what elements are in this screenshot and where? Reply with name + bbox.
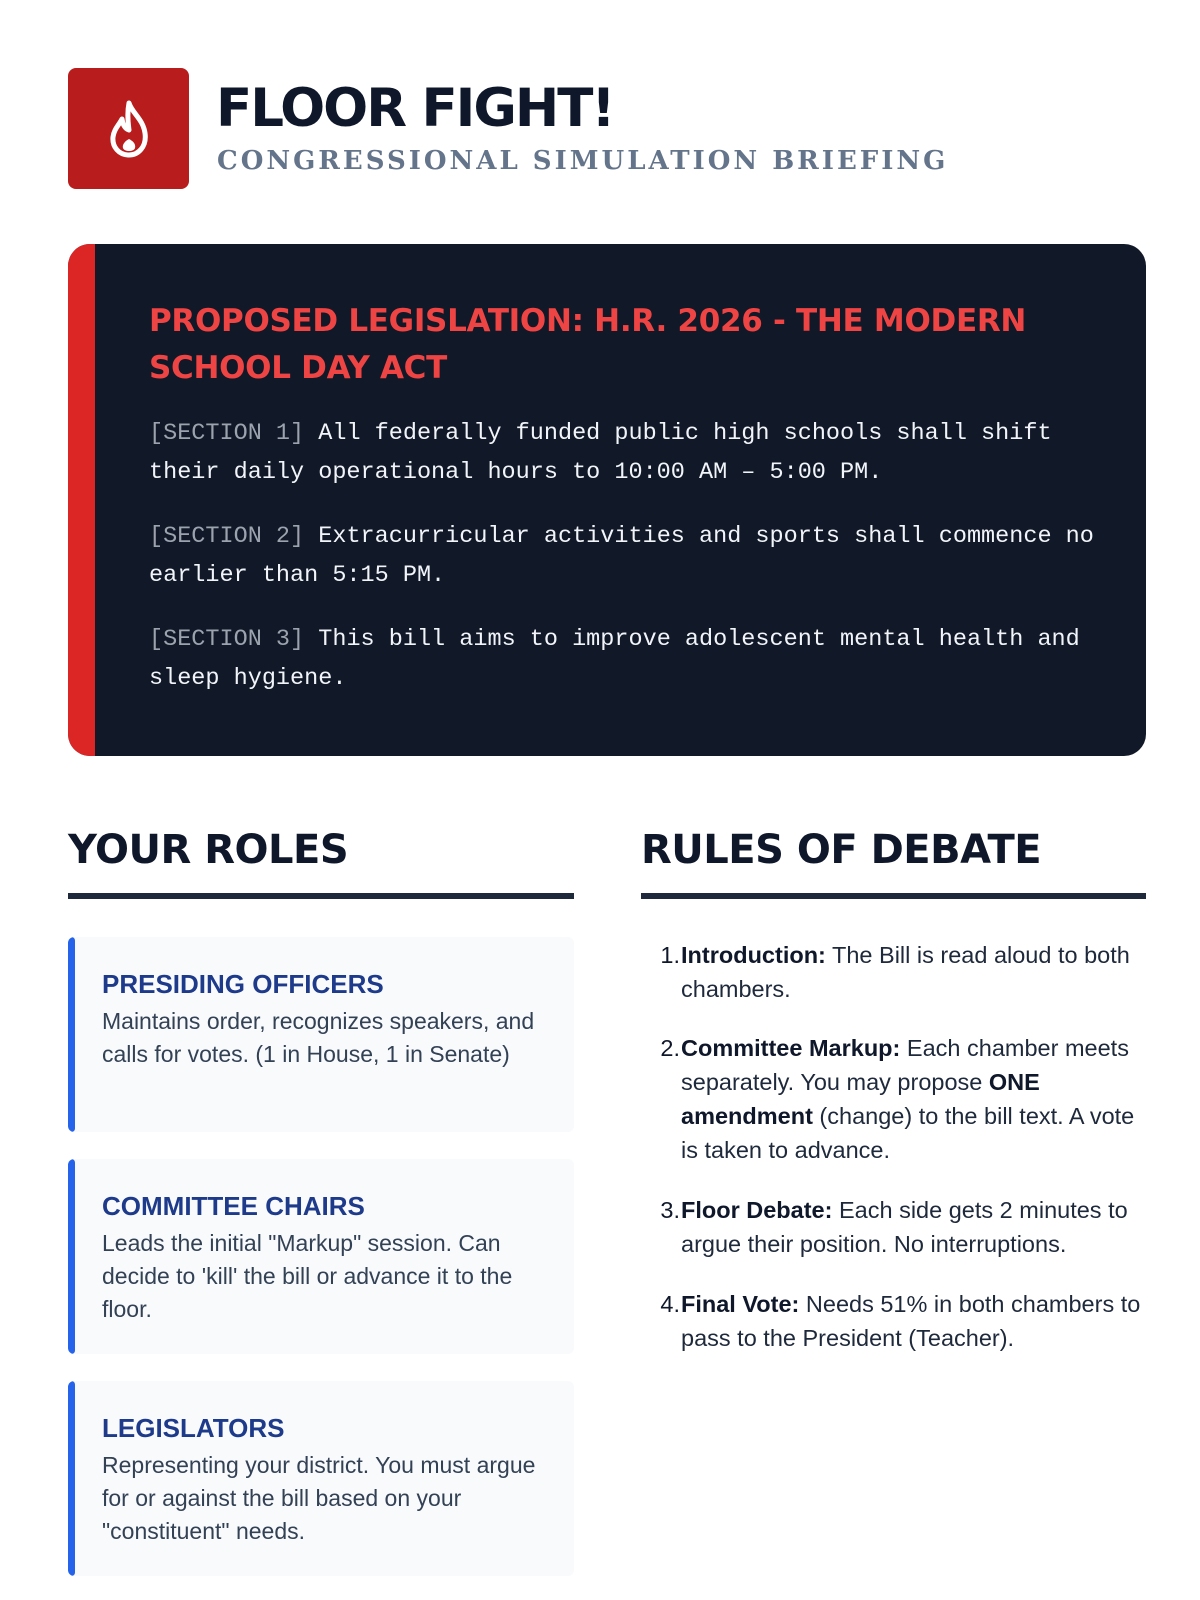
role-card-presiding-officers <box>68 937 574 1132</box>
rule-body: Each side gets 2 minutes to argue their position. No interruptions. <box>681 1197 1128 1257</box>
rule-label: Committee Markup: <box>681 1035 901 1061</box>
role-accent-bar <box>68 1381 75 1576</box>
rules-heading: RULES OF DEBATE <box>641 827 1042 873</box>
role-card-committee-chairs <box>68 1159 574 1354</box>
role-title: LEGISLATORS <box>102 1413 285 1443</box>
role-accent-bar <box>68 1159 75 1354</box>
page-title: FLOOR FIGHT! <box>216 78 614 139</box>
rule-text <box>681 938 1143 1006</box>
section-tag: [SECTION 1] <box>149 420 305 447</box>
rule-label: Final Vote: <box>681 1291 800 1317</box>
legislation-panel <box>68 244 1146 756</box>
page-subtitle: CONGRESSIONAL SIMULATION BRIEFING <box>217 146 949 176</box>
role-title: COMMITTEE CHAIRS <box>102 1191 365 1221</box>
legislation-accent-bar <box>68 244 95 756</box>
section-text: Extracurricular activities and sports shall commence no earlier than 5:15 PM. <box>149 523 1094 589</box>
section-tag: [SECTION 3] <box>149 626 305 653</box>
rule-text <box>681 1287 1143 1355</box>
rule-number: 3. <box>660 1197 680 1223</box>
rule-label: Introduction: <box>681 942 826 968</box>
rule-body-end: (change) to the bill text. A vote is taken to advance. <box>681 1103 1135 1163</box>
header <box>68 68 1146 189</box>
legislation-title: PROPOSED LEGISLATION: H.R. 2026 - THE MODERN SCHOOL DAY ACT <box>149 303 1027 386</box>
roles-heading-rule <box>68 893 574 899</box>
rule-text <box>681 1193 1143 1261</box>
section-text: This bill aims to improve adolescent mental health and sleep hygiene. <box>149 626 1080 692</box>
rule-number: 4. <box>660 1291 680 1317</box>
rule-emphasis: ONE amendment <box>681 1069 1040 1129</box>
rule-text <box>681 1031 1143 1167</box>
section-tag: [SECTION 2] <box>149 523 305 550</box>
logo <box>68 68 189 189</box>
role-accent-bar <box>68 937 75 1132</box>
bill-section-1 <box>149 414 1109 492</box>
role-card-legislators <box>68 1381 574 1576</box>
rule-label: Floor Debate: <box>681 1197 833 1223</box>
role-description: Maintains order, recognizes speakers, and calls for votes. (1 in House, 1 in Senate) <box>102 1008 535 1067</box>
rule-number: 2. <box>660 1035 680 1061</box>
roles-heading: YOUR ROLES <box>68 827 349 873</box>
bill-section-3 <box>149 620 1109 698</box>
rules-heading-rule <box>641 893 1146 899</box>
role-description: Representing your district. You must argue for or against the bill based on your "constituent" needs. <box>102 1452 536 1544</box>
flame-icon <box>103 99 155 159</box>
role-title: PRESIDING OFFICERS <box>102 969 384 999</box>
section-text: All federally funded public high schools shall shift their daily operational hours to 10:00 AM – 5:00 PM. <box>149 420 1052 486</box>
rule-number: 1. <box>660 942 680 968</box>
rule-body: Needs 51% in both chambers to pass to the President (Teacher). <box>681 1291 1141 1351</box>
rule-body: Each chamber meets separately. You may propose <box>681 1035 1129 1095</box>
rule-body: The Bill is read aloud to both chambers. <box>681 942 1130 1002</box>
bill-section-2 <box>149 517 1109 595</box>
role-description: Leads the initial "Markup" session. Can decide to 'kill' the bill or advance it to the floor. <box>102 1230 513 1322</box>
